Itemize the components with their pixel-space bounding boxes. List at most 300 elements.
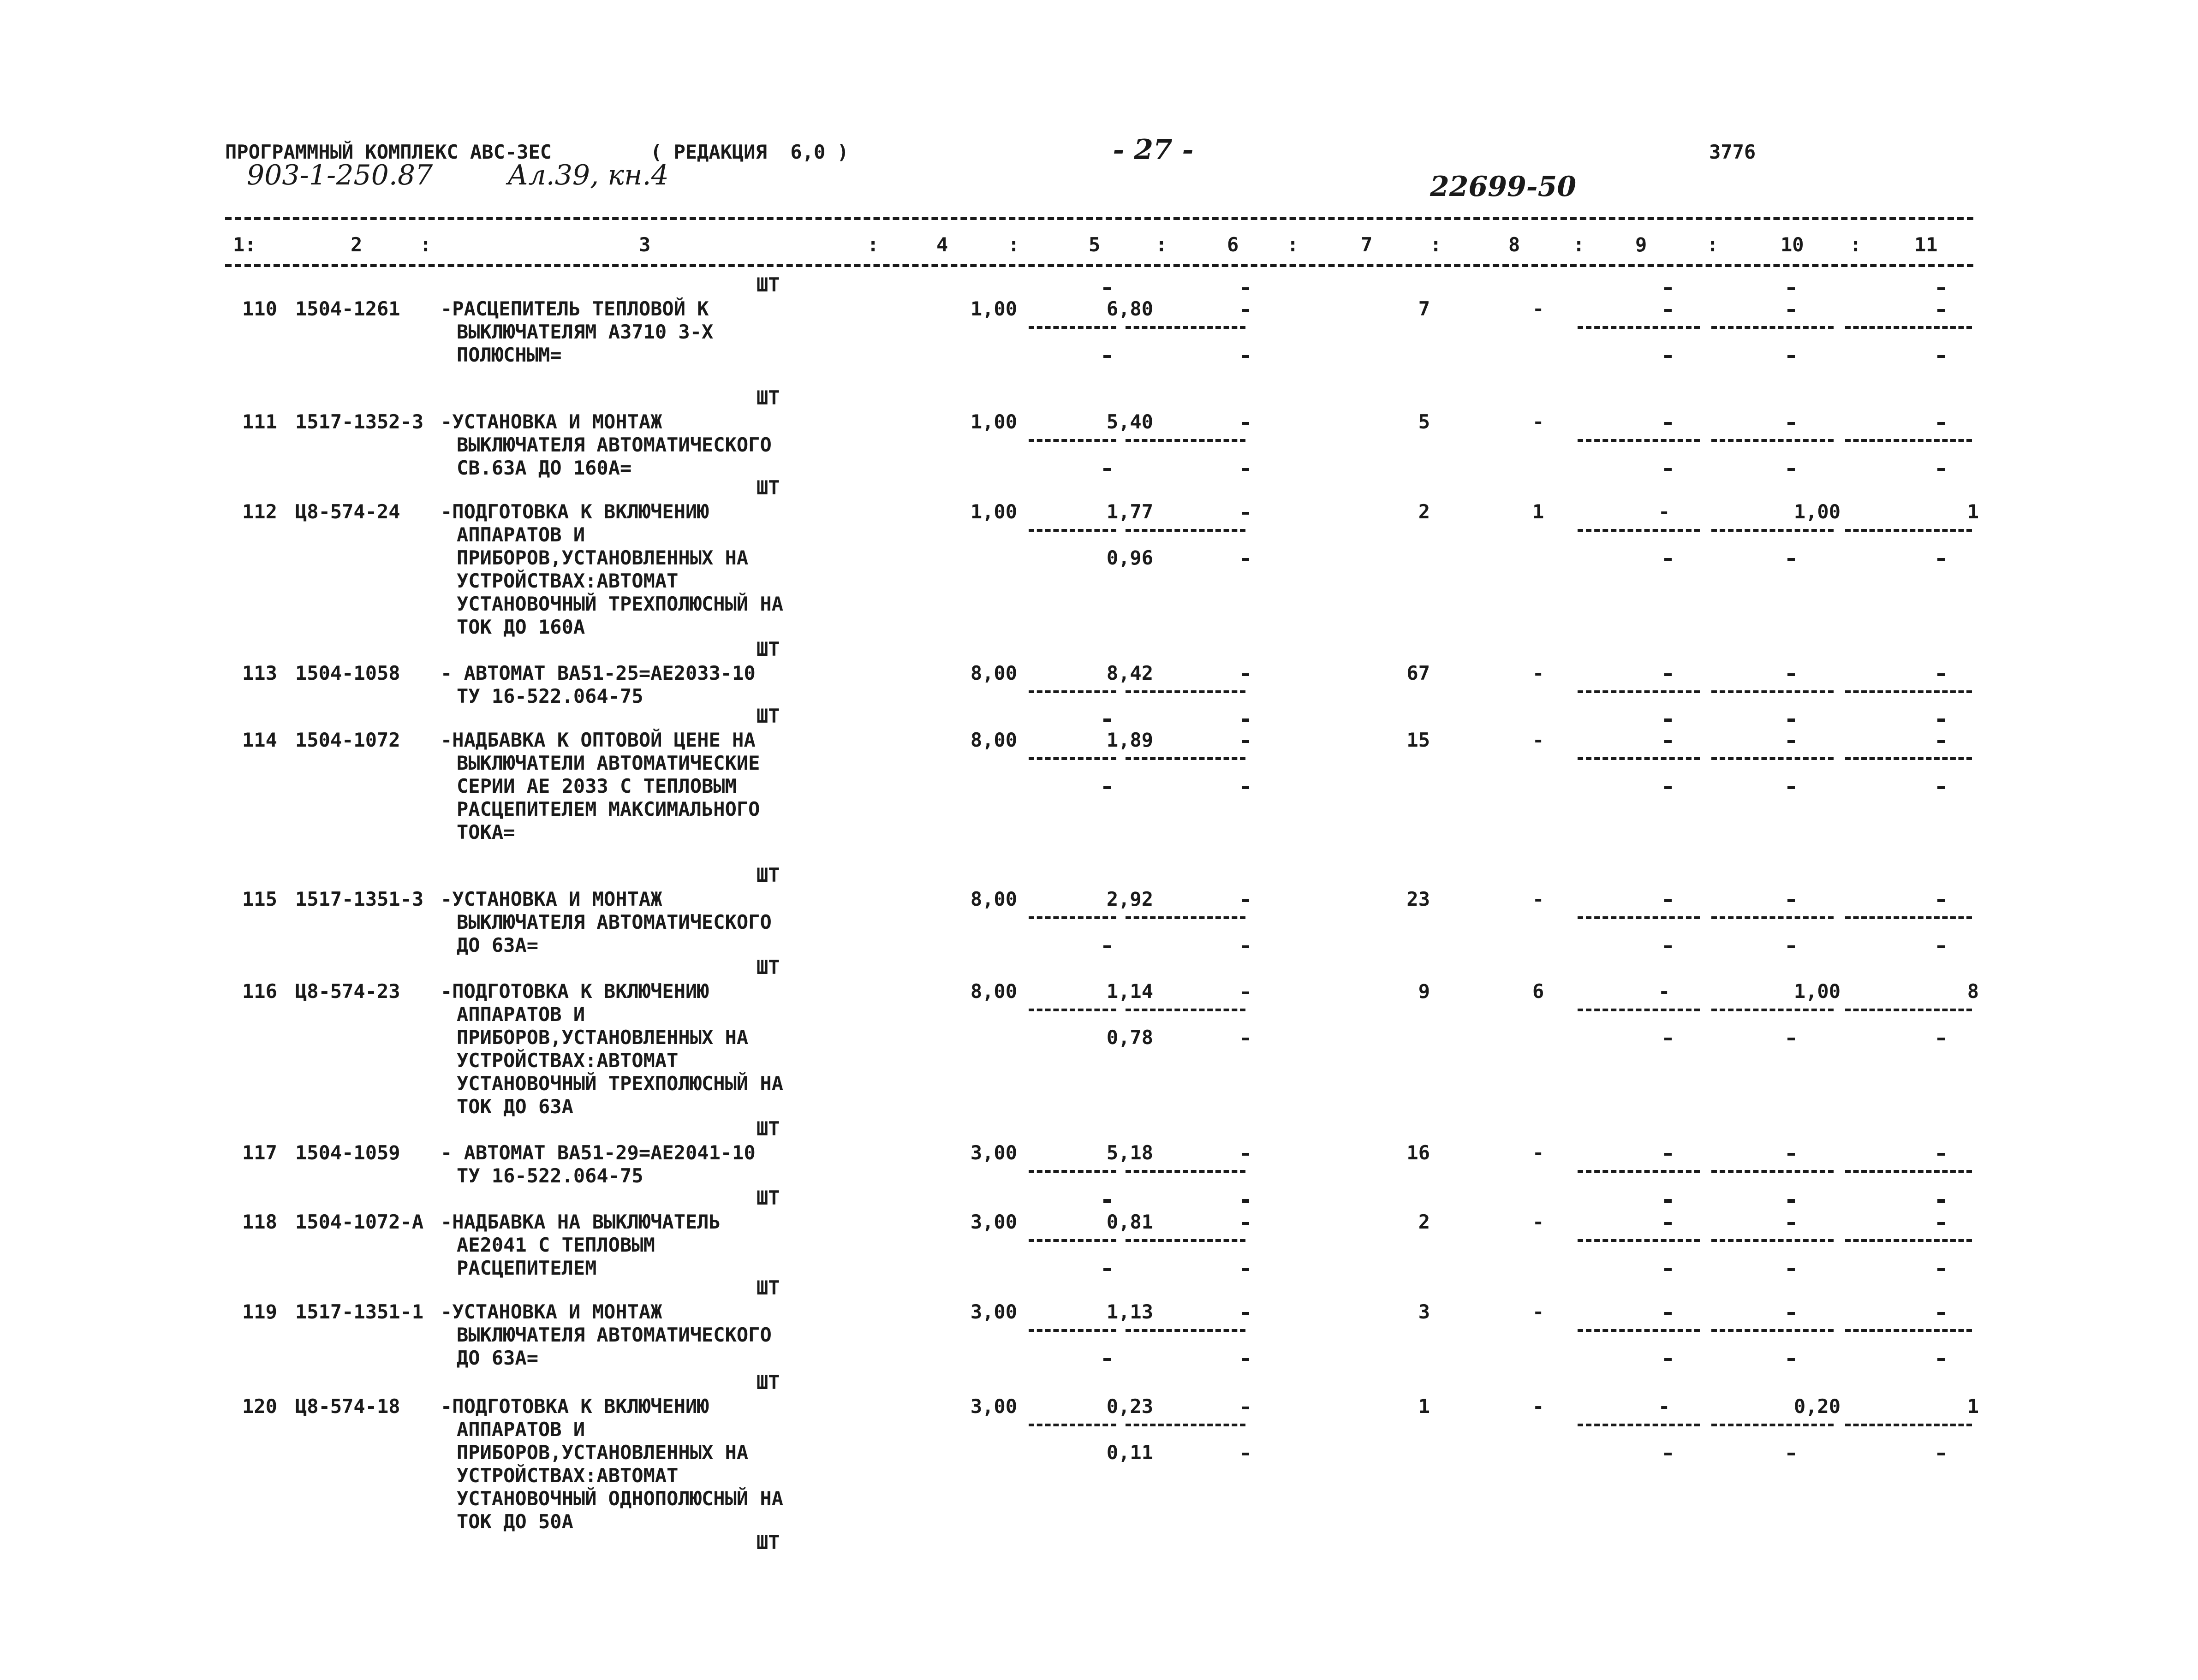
row-115-dash-c5: [1103, 945, 1111, 948]
row-120-dash-c6: [1242, 1453, 1249, 1455]
column-header-11: 11: [1914, 233, 1938, 256]
row-111-sep-c6: [1126, 439, 1245, 442]
row-110-sep-c6: [1126, 326, 1245, 329]
row-description-line: УСТАНОВОЧНЫЙ ТРЕХПОЛЮСНЫЙ НА: [457, 1072, 784, 1095]
column-separator: :: [1707, 233, 1719, 256]
row-113-sep-c11: [1845, 690, 1972, 693]
row-112-dash-c9: [1664, 558, 1672, 561]
row-description-line: -УСТАНОВКА И МОНТАЖ: [441, 1300, 662, 1323]
row-col9: -: [1658, 1395, 1670, 1418]
row-116-dash-c10: [1787, 1038, 1795, 1040]
row-115-dash-c11: [1937, 899, 1945, 902]
header-bottom-rule: [225, 264, 1973, 267]
row-111-sep-c10: [1711, 439, 1834, 442]
row-description-line: ПРИБОРОВ,УСТАНОВЛЕННЫХ НА: [457, 546, 749, 569]
row-description-line: ТОК ДО 160А: [457, 616, 585, 638]
row-col10: 1,00: [1793, 980, 1841, 1003]
row-price-sub: 0,96: [1106, 546, 1153, 569]
row-113-dash-c9: [1664, 673, 1672, 676]
row-119-dash-c11: [1937, 1358, 1945, 1361]
row-description-line: ВЫКЛЮЧАТЕЛЯ АВТОМАТИЧЕСКОГО: [457, 1324, 772, 1346]
row-110-dash-c9: [1664, 309, 1672, 312]
row-110-sep-c10: [1711, 326, 1834, 329]
row-119-dash-c10: [1787, 1358, 1795, 1361]
row-number: 111: [242, 410, 277, 433]
row-120-dash-c11: [1937, 1453, 1945, 1455]
row-118-dash-c11: [1937, 1222, 1945, 1225]
row-120-sep-c6: [1126, 1424, 1245, 1426]
row-116-sep-c9: [1578, 1009, 1700, 1011]
row-114-dash-c5: [1103, 786, 1111, 789]
row-118-dash-c11: [1937, 1200, 1945, 1203]
row-total: 2: [1418, 500, 1430, 523]
row-description-line: -НАДБАВКА НА ВЫКЛЮЧАТЕЛЬ: [441, 1211, 721, 1233]
row-description-line: УСТРОЙСТВАХ:АВТОМАТ: [457, 1464, 679, 1487]
row-111-dash-c6: [1242, 422, 1249, 425]
row-number: 116: [242, 980, 277, 1003]
row-111-dash-c5: [1103, 468, 1111, 471]
column-header-9: 9: [1635, 233, 1647, 256]
column-separator: :: [244, 233, 256, 256]
row-116-dash-c11: [1937, 1038, 1945, 1040]
row-110-sep-c5: [1029, 326, 1116, 329]
row-total: 15: [1406, 729, 1430, 751]
row-117-dash-c11: [1937, 1153, 1945, 1156]
column-separator: :: [1430, 233, 1442, 256]
row-code: 1504-1261: [295, 297, 400, 320]
row-120-sep-c11: [1845, 1424, 1972, 1426]
row-119-sep-c11: [1845, 1329, 1972, 1332]
row-number: 119: [242, 1300, 277, 1323]
row-description-line: СВ.63А ДО 160А=: [457, 457, 632, 479]
row-113-dash-c11: [1937, 673, 1945, 676]
column-header-3: 3: [639, 233, 651, 256]
row-total: 3: [1418, 1300, 1430, 1323]
row-118-sep-c11: [1845, 1239, 1972, 1242]
row-110-dash-c9: [1664, 287, 1672, 290]
row-description-line: -НАДБАВКА К ОПТОВОЙ ЦЕНЕ НА: [441, 729, 756, 751]
row-quantity: 3,00: [970, 1300, 1017, 1323]
project-code-handwritten: 903-1-250.87: [247, 159, 433, 191]
row-116-sep-c11: [1845, 1009, 1972, 1011]
row-col8: 6: [1532, 980, 1544, 1003]
row-118-dash-c6: [1242, 1222, 1249, 1225]
row-110-dash-c10: [1787, 287, 1795, 290]
page-number: - 27 -: [1113, 134, 1194, 166]
row-description-line: ТОК ДО 63А: [457, 1095, 573, 1118]
row-114-sep-c6: [1126, 757, 1245, 760]
row-price: 1,77: [1106, 500, 1153, 523]
row-119-dash-c11: [1937, 1312, 1945, 1315]
row-116-sep-c10: [1711, 1009, 1834, 1011]
row-117-dash-c10: [1787, 1153, 1795, 1156]
row-114-dash-c5: [1103, 718, 1111, 721]
row-number: 114: [242, 729, 277, 751]
row-total: 2: [1418, 1211, 1430, 1233]
row-col8: -: [1532, 1395, 1544, 1418]
row-number: 115: [242, 888, 277, 910]
row-col8: -: [1532, 1211, 1544, 1233]
row-110-dash-c11: [1937, 355, 1945, 358]
row-110-dash-c5: [1103, 355, 1111, 358]
row-114-dash-c6: [1242, 786, 1249, 789]
column-header-2: 2: [351, 233, 363, 256]
row-col10: 0,20: [1793, 1395, 1841, 1418]
row-111-sep-c11: [1845, 439, 1972, 442]
row-118-dash-c9: [1664, 1268, 1672, 1271]
column-separator: :: [867, 233, 879, 256]
row-quantity: 8,00: [970, 729, 1017, 751]
header-top-rule: [225, 217, 1973, 220]
row-114-sep-c9: [1578, 757, 1700, 760]
program-title: ПРОГРАММНЫЙ КОМПЛЕКС АВС-ЗЕС: [225, 141, 552, 163]
column-separator: :: [420, 233, 432, 256]
row-price: 1,89: [1106, 729, 1153, 751]
row-118-dash-c11: [1937, 1268, 1945, 1271]
row-description-line: ДО 63А=: [457, 934, 539, 956]
row-112-sep-c11: [1845, 529, 1972, 532]
row-115-dash-c9: [1664, 899, 1672, 902]
row-113-dash-c10: [1787, 673, 1795, 676]
row-119-sep-c9: [1578, 1329, 1700, 1332]
row-111-sep-c9: [1578, 439, 1700, 442]
sheet-number: 3776: [1709, 141, 1756, 163]
column-header-4: 4: [936, 233, 948, 256]
row-116-unit: ШТ: [756, 956, 780, 979]
row-number: 113: [242, 662, 277, 684]
row-description-line: ТУ 16-522.064-75: [457, 1164, 643, 1187]
row-price: 1,13: [1106, 1300, 1153, 1323]
row-number: 120: [242, 1395, 277, 1418]
row-120-dash-c6: [1242, 1407, 1249, 1409]
row-description-line: АППАРАТОВ И: [457, 1418, 585, 1441]
row-total: 5: [1418, 410, 1430, 433]
row-115-dash-c11: [1937, 945, 1945, 948]
row-112-sep-c6: [1126, 529, 1245, 532]
row-117-sep-c10: [1711, 1170, 1834, 1173]
row-description-line: РАСЦЕПИТЕЛЕМ: [457, 1257, 597, 1279]
row-113-sep-c6: [1126, 690, 1245, 693]
row-110-dash-c11: [1937, 309, 1945, 312]
row-115-sep-c5: [1029, 916, 1116, 919]
row-quantity: 1,00: [970, 410, 1017, 433]
row-120-sep-c5: [1029, 1424, 1116, 1426]
row-description-line: ВЫКЛЮЧАТЕЛИ АВТОМАТИЧЕСКИЕ: [457, 752, 760, 774]
row-114-dash-c9: [1664, 740, 1672, 743]
row-price: 8,42: [1106, 662, 1153, 684]
row-119-dash-c9: [1664, 1312, 1672, 1315]
row-110-dash-c9: [1664, 355, 1672, 358]
row-120-unit: ШТ: [756, 1371, 780, 1394]
row-118-sep-c9: [1578, 1239, 1700, 1242]
row-code: 1504-1058: [295, 662, 400, 684]
row-118-sep-c10: [1711, 1239, 1834, 1242]
row-quantity: 3,00: [970, 1141, 1017, 1164]
row-description-line: - АВТОМАТ ВА51-29=АЕ2041-10: [441, 1141, 756, 1164]
row-112-sep-c9: [1578, 529, 1700, 532]
row-119-sep-c10: [1711, 1329, 1834, 1332]
row-114-dash-c9: [1664, 786, 1672, 789]
row-110-sep-c9: [1578, 326, 1700, 329]
row-price: 2,92: [1106, 888, 1153, 910]
row-114-dash-c11: [1937, 740, 1945, 743]
row-112-dash-c6: [1242, 512, 1249, 515]
row-description-line: -ПОДГОТОВКА К ВКЛЮЧЕНИЮ: [441, 500, 709, 523]
row-total: 1: [1418, 1395, 1430, 1418]
row-118-dash-c9: [1664, 1222, 1672, 1225]
row-110-unit: ШТ: [756, 273, 780, 296]
row-119-dash-c6: [1242, 1312, 1249, 1315]
row-col8: -: [1532, 662, 1544, 684]
row-col8: -: [1532, 1300, 1544, 1323]
row-description-line: -РАСЦЕПИТЕЛЬ ТЕПЛОВОЙ К: [441, 297, 709, 320]
row-114-dash-c11: [1937, 718, 1945, 721]
row-price-sub: 0,78: [1106, 1026, 1153, 1049]
row-quantity: 8,00: [970, 888, 1017, 910]
column-separator: :: [1008, 233, 1020, 256]
row-114-dash-c10: [1787, 718, 1795, 721]
row-115-sep-c10: [1711, 916, 1834, 919]
row-112-dash-c6: [1242, 558, 1249, 561]
row-price: 5,18: [1106, 1141, 1153, 1164]
row-112-unit: ШТ: [756, 476, 780, 499]
row-quantity: 1,00: [970, 500, 1017, 523]
row-119-unit: ШТ: [756, 1276, 780, 1299]
row-description-line: ПРИБОРОВ,УСТАНОВЛЕННЫХ НА: [457, 1441, 749, 1464]
row-description-line: ТОК ДО 50А: [457, 1510, 573, 1533]
row-115-sep-c11: [1845, 916, 1972, 919]
row-col10: 1,00: [1793, 500, 1841, 523]
column-separator: :: [1850, 233, 1862, 256]
row-description-line: УСТАНОВОЧНЫЙ ТРЕХПОЛЮСНЫЙ НА: [457, 593, 784, 615]
row-114-sep-c5: [1029, 757, 1116, 760]
row-118-dash-c5: [1103, 1200, 1111, 1203]
row-117-sep-c6: [1126, 1170, 1245, 1173]
column-header-6: 6: [1227, 233, 1239, 256]
row-price: 6,80: [1106, 297, 1153, 320]
row-description-line: -УСТАНОВКА И МОНТАЖ: [441, 410, 662, 433]
row-quantity: 8,00: [970, 980, 1017, 1003]
trailing-unit: ШТ: [756, 1531, 780, 1554]
row-col11: 1: [1967, 1395, 1979, 1418]
row-col11: 8: [1967, 980, 1979, 1003]
row-110-dash-c10: [1787, 355, 1795, 358]
row-description-line: ВЫКЛЮЧАТЕЛЯ АВТОМАТИЧЕСКОГО: [457, 911, 772, 933]
row-description-line: ВЫКЛЮЧАТЕЛЯМ А3710 3-Х: [457, 321, 714, 343]
row-117-sep-c9: [1578, 1170, 1700, 1173]
edition-label: ( РЕДАКЦИЯ 6,0 ): [650, 141, 849, 163]
row-description-line: АППАРАТОВ И: [457, 523, 585, 546]
row-117-sep-c11: [1845, 1170, 1972, 1173]
row-115-dash-c6: [1242, 899, 1249, 902]
column-header-8: 8: [1508, 233, 1520, 256]
row-117-sep-c5: [1029, 1170, 1116, 1173]
row-115-dash-c9: [1664, 945, 1672, 948]
row-description-line: ДО 63А=: [457, 1347, 539, 1369]
row-111-dash-c11: [1937, 422, 1945, 425]
row-114-sep-c10: [1711, 757, 1834, 760]
row-description-line: УСТРОЙСТВАХ:АВТОМАТ: [457, 570, 679, 592]
row-code: Ц8-574-23: [295, 980, 400, 1003]
row-114-dash-c6: [1242, 718, 1249, 721]
row-110-dash-c6: [1242, 287, 1249, 290]
row-116-sep-c6: [1126, 1009, 1245, 1011]
row-quantity: 3,00: [970, 1395, 1017, 1418]
row-total: 67: [1406, 662, 1430, 684]
row-117-dash-c6: [1242, 1153, 1249, 1156]
row-number: 112: [242, 500, 277, 523]
row-110-sep-c11: [1845, 326, 1972, 329]
row-col9: -: [1658, 980, 1670, 1003]
row-118-sep-c5: [1029, 1239, 1116, 1242]
row-114-unit: ШТ: [756, 705, 780, 727]
row-description-line: АЕ2041 С ТЕПЛОВЫМ: [457, 1234, 655, 1256]
row-111-unit: ШТ: [756, 386, 780, 409]
row-111-dash-c10: [1787, 468, 1795, 471]
row-col8: 1: [1532, 500, 1544, 523]
row-120-dash-c10: [1787, 1453, 1795, 1455]
row-116-sep-c5: [1029, 1009, 1116, 1011]
row-description-line: -УСТАНОВКА И МОНТАЖ: [441, 888, 662, 910]
row-price: 0,23: [1106, 1395, 1153, 1418]
row-113-unit: ШТ: [756, 638, 780, 660]
row-111-dash-c6: [1242, 468, 1249, 471]
row-111-dash-c9: [1664, 422, 1672, 425]
row-112-sep-c5: [1029, 529, 1116, 532]
row-col8: -: [1532, 410, 1544, 433]
row-111-sep-c5: [1029, 439, 1116, 442]
row-118-sep-c6: [1126, 1239, 1245, 1242]
row-117-dash-c9: [1664, 1153, 1672, 1156]
row-price-sub: 0,11: [1106, 1441, 1153, 1464]
row-code: 1517-1351-1: [295, 1300, 424, 1323]
row-114-dash-c9: [1664, 718, 1672, 721]
row-description-line: СЕРИИ АЕ 2033 С ТЕПЛОВЫМ: [457, 775, 737, 797]
row-112-sep-c10: [1711, 529, 1834, 532]
row-code: 1517-1352-3: [295, 410, 424, 433]
row-code: 1504-1072: [295, 729, 400, 751]
row-115-dash-c10: [1787, 899, 1795, 902]
row-description-line: АППАРАТОВ И: [457, 1003, 585, 1026]
row-118-dash-c10: [1787, 1268, 1795, 1271]
row-113-sep-c9: [1578, 690, 1700, 693]
row-116-dash-c9: [1664, 1038, 1672, 1040]
row-119-sep-c5: [1029, 1329, 1116, 1332]
row-number: 118: [242, 1211, 277, 1233]
row-description-line: -ПОДГОТОВКА К ВКЛЮЧЕНИЮ: [441, 1395, 709, 1418]
row-115-sep-c6: [1126, 916, 1245, 919]
row-description-line: УСТАНОВОЧНЫЙ ОДНОПОЛЮСНЫЙ НА: [457, 1487, 784, 1510]
row-113-dash-c6: [1242, 673, 1249, 676]
row-code: Ц8-574-18: [295, 1395, 400, 1418]
row-col8: -: [1532, 888, 1544, 910]
row-description-line: ПОЛЮСНЫМ=: [457, 344, 562, 366]
column-separator: :: [1287, 233, 1299, 256]
row-110-dash-c6: [1242, 355, 1249, 358]
row-total: 23: [1406, 888, 1430, 910]
row-description-line: ВЫКЛЮЧАТЕЛЯ АВТОМАТИЧЕСКОГО: [457, 433, 772, 456]
row-112-dash-c10: [1787, 558, 1795, 561]
row-118-dash-c6: [1242, 1200, 1249, 1203]
row-col8: -: [1532, 1141, 1544, 1164]
column-separator: :: [1156, 233, 1168, 256]
column-separator: :: [1573, 233, 1585, 256]
row-118-dash-c10: [1787, 1200, 1795, 1203]
row-119-dash-c9: [1664, 1358, 1672, 1361]
row-113-sep-c10: [1711, 690, 1834, 693]
row-118-dash-c5: [1103, 1268, 1111, 1271]
row-110-dash-c6: [1242, 309, 1249, 312]
row-111-dash-c9: [1664, 468, 1672, 471]
row-description-line: ПРИБОРОВ,УСТАНОВЛЕННЫХ НА: [457, 1026, 749, 1049]
row-description-line: ТУ 16-522.064-75: [457, 685, 643, 707]
row-115-dash-c10: [1787, 945, 1795, 948]
row-112-dash-c11: [1937, 558, 1945, 561]
row-col8: -: [1532, 297, 1544, 320]
row-110-dash-c10: [1787, 309, 1795, 312]
row-114-dash-c10: [1787, 786, 1795, 789]
row-description-line: УСТРОЙСТВАХ:АВТОМАТ: [457, 1049, 679, 1072]
row-description-line: - АВТОМАТ ВА51-25=АЕ2033-10: [441, 662, 756, 684]
row-price: 5,40: [1106, 410, 1153, 433]
row-120-sep-c9: [1578, 1424, 1700, 1426]
row-code: 1504-1072-А: [295, 1211, 424, 1233]
row-price: 1,14: [1106, 980, 1153, 1003]
row-number: 117: [242, 1141, 277, 1164]
row-quantity: 8,00: [970, 662, 1017, 684]
row-description-line: -ПОДГОТОВКА К ВКЛЮЧЕНИЮ: [441, 980, 709, 1003]
row-code: Ц8-574-24: [295, 500, 400, 523]
row-price: 0,81: [1106, 1211, 1153, 1233]
row-114-dash-c6: [1242, 740, 1249, 743]
row-114-sep-c11: [1845, 757, 1972, 760]
row-113-sep-c5: [1029, 690, 1116, 693]
row-118-dash-c9: [1664, 1200, 1672, 1203]
row-115-unit: ШТ: [756, 864, 780, 886]
row-110-dash-c5: [1103, 287, 1111, 290]
row-col8: -: [1532, 729, 1544, 751]
row-code: 1517-1351-3: [295, 888, 424, 910]
row-120-dash-c9: [1664, 1453, 1672, 1455]
row-117-unit: ШТ: [756, 1117, 780, 1140]
row-code: 1504-1059: [295, 1141, 400, 1164]
row-110-dash-c11: [1937, 287, 1945, 290]
row-118-unit: ШТ: [756, 1187, 780, 1209]
row-quantity: 3,00: [970, 1211, 1017, 1233]
row-119-sep-c6: [1126, 1329, 1245, 1332]
document-number-stamp: 22699-50: [1430, 171, 1577, 203]
row-115-dash-c6: [1242, 945, 1249, 948]
row-119-dash-c10: [1787, 1312, 1795, 1315]
row-116-dash-c6: [1242, 1038, 1249, 1040]
row-114-dash-c11: [1937, 786, 1945, 789]
column-header-10: 10: [1781, 233, 1804, 256]
row-111-dash-c11: [1937, 468, 1945, 471]
row-119-dash-c6: [1242, 1358, 1249, 1361]
row-total: 9: [1418, 980, 1430, 1003]
row-120-sep-c10: [1711, 1424, 1834, 1426]
row-114-dash-c10: [1787, 740, 1795, 743]
row-111-dash-c10: [1787, 422, 1795, 425]
row-quantity: 1,00: [970, 297, 1017, 320]
row-total: 16: [1406, 1141, 1430, 1164]
row-description-line: РАСЦЕПИТЕЛЕМ МАКСИМАЛЬНОГО: [457, 798, 760, 820]
row-col9: -: [1658, 500, 1670, 523]
album-handwritten: Ал.39, кн.4: [507, 159, 669, 191]
row-119-dash-c5: [1103, 1358, 1111, 1361]
row-total: 7: [1418, 297, 1430, 320]
row-116-dash-c6: [1242, 991, 1249, 994]
